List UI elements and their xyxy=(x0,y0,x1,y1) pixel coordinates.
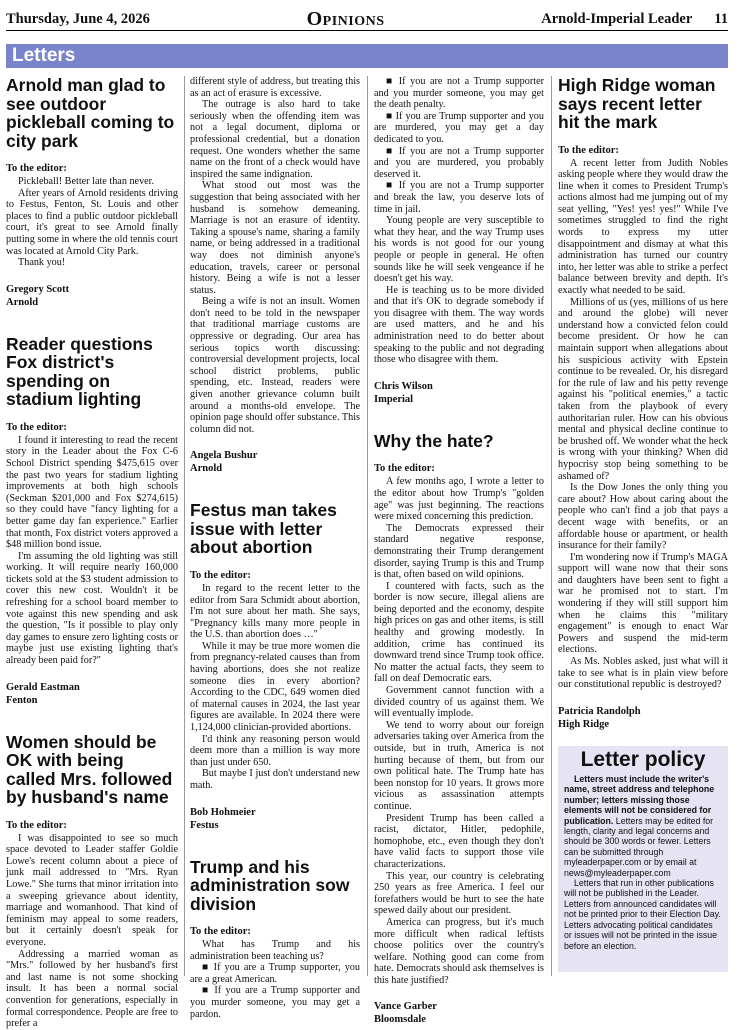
paragraph: This year, our country is celebrating 250 years as free America. I feel our forefathers would be hurt to see the hate spewed daily about our president. xyxy=(374,870,544,917)
salutation: To the editor: xyxy=(6,421,67,433)
signature-town: Arnold xyxy=(190,463,223,475)
paragraph: ■ If you are a Trump supporter, you are a great American. xyxy=(190,962,360,985)
paragraph: Addressing a married woman as "Mrs." followed by her husband's first and last name is not some shocking insult. It has been a normal social convention for generations, especially in formal correspondence. People are free to prefer a xyxy=(6,948,178,1030)
signature xyxy=(190,449,360,475)
paragraph: A few months ago, I wrote a letter to the editor about how Trump's "golden age" was just beginning. The reactions were mixed concerning this prediction. xyxy=(374,476,544,523)
paragraph: He is teaching us to be more divided and that it's OK to degrade somebody if you disagree with them. The way words are used matters, and he and his administration need to do better about speaking to the public and not degrading those who disagree with them. xyxy=(374,284,544,366)
signature-name: Chris Wilson xyxy=(374,380,433,392)
letter-headline: Women should be OK with being called Mrs. followed by husband's name xyxy=(6,731,173,808)
paragraph: In regard to the recent letter to the editor from Sara Schmidt about abortion, I'm not sure about her math. She says, "Pregnancy kills many more people in the U.S. than abortion does …" xyxy=(190,582,360,641)
paragraph: A recent letter from Judith Nobles asking people where they would draw the line when it comes to President Trump's actions almost had me jumping out of my seat yelling, "Yes! yes! yes!" While I've sometimes struggled to find the right words to express my utter disappointment and dismay at what this administration has turned our country into, her letter was able to strike a perfect balance between brevity and depth. It's exactly what needed to be said. xyxy=(558,157,728,297)
signature xyxy=(190,806,360,832)
paragraph: ■ If you are Trump supporter and you are murdered, you may get a day dedicated to you. xyxy=(374,110,544,145)
signature-town: Bloomsdale xyxy=(374,1014,426,1026)
letter-headline: Arnold man glad to see outdoor pickleball coming to city park xyxy=(6,75,175,151)
policy-paragraph: Letters that run in other publications will not be published in the Leader. Letters from announced candidates will not be printed prior to their Election Day. Letters advocating political candidates or issues will not be printed in the issue before an election. xyxy=(564,878,721,951)
policy-paragraph xyxy=(558,774,728,878)
paragraph: Thank you! xyxy=(18,257,66,269)
letter-headline: Reader questions Fox district's spending on stadium lighting xyxy=(6,333,153,410)
policy-title: Letter policy xyxy=(580,748,706,771)
paragraph: Government cannot function with a divided country of us against them. We will eventually implode. xyxy=(374,685,544,720)
policy-requirements: Letters must include the writer's name, street address and telephone number; letters missing those elements will not be considered for publication. xyxy=(564,774,715,826)
paragraph: different style of address, but treating this as an act of erasure is excessive. xyxy=(190,76,360,99)
paragraph: While it may be true more women die from pregnancy-related causes than from having abortions, does she not realize someone dies in every abortion? According to the CDC, 649 women died of maternal causes in 2024, the last year figures are available. In 2024 there were 1,124,000 clinician-provided abortions. xyxy=(190,640,360,734)
paragraph: America can progress, but it's much more difficult when radical leftists choose politics over the country's welfare. Nothing good can come from hate. Democrats should ask themselves is this hate justified? xyxy=(374,916,544,986)
policy-submission-info: Letters may be edited for length, clarity and legal concerns and should be 300 words or fewer. Letters can be submitted through myleaderpaper.com or by email at news@myleaderpaper.com xyxy=(564,815,714,878)
paragraph: I was disappointed to see so much space devoted to Leader staffer Goldie Lowe's recent column about a piece of junk mail addressed to "Mrs. Ryan Lowe." She turns that minor irritation into a sweeping grievance about identity, marriage and womanhood. That kind of feminism may appeal to some readers, but it certainly doesn't speak for everyone. xyxy=(6,832,178,948)
paragraph: But maybe I just don't understand new math. xyxy=(190,768,360,791)
column-3 xyxy=(374,76,544,1026)
signature-name: Vance Garber xyxy=(374,1001,437,1013)
section-title: Opinions xyxy=(306,7,385,30)
page-number: 11 xyxy=(714,10,728,27)
letter-policy-box xyxy=(558,746,728,972)
salutation: To the editor: xyxy=(6,163,67,174)
paragraph: After years of Arnold residents driving to Festus, Fenton, St. Louis and other places to find a public outdoor pickleball court, it's great to see Arnold finally putting some in where the old tennis court was located at Arnold City Park. xyxy=(6,187,178,257)
signature-name: Angela Bushur xyxy=(190,450,258,462)
paragraph: What stood out most was the suggestion that being associated with her husband is somehow demeaning. Marriage is not an erasure of identity. Taking a spouse's name, sharing a family name, or being addressed in a traditional way does not diminish anyone's education, travels, career or personal history. Being a wife is not a lesser status. xyxy=(190,180,360,296)
paragraph: ■ If you are not a Trump supporter and you murder someone, you may get the death penalty. xyxy=(374,76,544,111)
paragraph: Is the Dow Jones the only thing you care about? How about caring about the people who can't find a job that pays a decent wage with benefits, or an affordable house or apartment, or health insurance for their family? xyxy=(558,482,728,552)
signature xyxy=(6,681,178,707)
signature xyxy=(558,705,728,731)
letter-headline: High Ridge woman says recent letter hit the mark xyxy=(558,75,716,132)
paragraph: Young people are very susceptible to what they hear, and the way Trump uses his words is not good for our young people or people in general. He often sounds like he will seek vengeance if he doesn't get his way. xyxy=(374,215,544,285)
signature-name: Bob Hohmeier xyxy=(190,806,256,818)
paragraph: I countered with facts, such as the border is now secure, illegal aliens are being deported and the economy, despite high prices on gas and other items, is still healthy and growing modestly. In addition, crime has continued its downward trend since Trump took office. No matter the actual facts, they seem to fall on deaf Democratic ears. xyxy=(374,580,544,685)
signature xyxy=(374,380,544,406)
salutation: To the editor: xyxy=(374,463,435,475)
column-4 xyxy=(558,76,728,731)
letter-headline: Why the hate? xyxy=(374,430,494,451)
signature xyxy=(374,1000,544,1026)
paragraph: What has Trump and his administration been teaching us? xyxy=(190,939,360,962)
paragraph: The outrage is also hard to take seriously when the offending item was not a legal document, diploma or professional credential, but a donation request. One wonders whether the same name on the front of a check would have inspired the same indignation. xyxy=(190,99,360,180)
salutation: To the editor: xyxy=(558,144,619,156)
column-2 xyxy=(190,76,360,1020)
signature-town: Festus xyxy=(190,819,219,831)
paragraph: The Democrats expressed their standard negative response, demonstrating their Trump derangement disorder, saying Trump is this and Trump is that, often based on wild opinions. xyxy=(374,522,544,581)
banner-label: Letters xyxy=(12,45,76,66)
paragraph: ■ If you are not a Trump supporter and you are murdered, you probably deserved it. xyxy=(374,145,544,180)
signature xyxy=(6,283,178,309)
paragraph: I'm assuming the old lighting was still working. It will require nearly 160,000 tickets sold at the $3 student admission to cover this new cost. Wouldn't it be refreshing for a school board member to vote against this new spending and ask the question, "Is it possible to play only day games to ensure zero lighting costs or maybe just use existing lighting that's already been paid for?" xyxy=(6,550,178,667)
paragraph: As Ms. Nobles asked, just what will it take to see what is in plain view before our constitutional republic is destroyed? xyxy=(558,656,728,691)
signature-name: Patricia Randolph xyxy=(558,705,641,717)
signature-town: Fenton xyxy=(6,694,38,706)
issue-date: Thursday, June 4, 2026 xyxy=(6,10,150,27)
letters-banner xyxy=(6,44,728,68)
masthead xyxy=(6,8,728,31)
signature-town: Imperial xyxy=(374,393,414,405)
paper-name: Arnold-Imperial Leader xyxy=(541,10,693,27)
salutation: To the editor: xyxy=(6,819,67,831)
signature-town: Arnold xyxy=(6,296,39,308)
column-rule xyxy=(551,76,552,976)
paper-info xyxy=(541,11,728,28)
signature-name: Gregory Scott xyxy=(6,283,70,295)
paragraph: I'm wondering now if Trump's MAGA support will wane now that their sons and daughters have been sent to fight a war he promised not to start. I'm wondering if they will still support him when he claims this "military engagement" is enough to enact War Powers and suspend the mid-term elections. xyxy=(558,551,728,656)
paragraph: ■ If you are a Trump supporter and you murder someone, you may get a pardon. xyxy=(190,985,360,1020)
salutation: To the editor: xyxy=(190,926,251,938)
paragraph: I'd think any reasoning person would deem more than a million is way more than just under 650. xyxy=(190,733,360,768)
signature-name: Gerald Eastman xyxy=(6,681,80,693)
paragraph: Being a wife is not an insult. Women don't need to be told in the newspaper that traditional marriage customs are oppressive or degrading. Our area has serious topics worth discussing: controversial development projects, local school district problems, public spending, etc. Instead, readers were given another grievance column built around a months-old envelope. The opinion page should offer substance. This column did not. xyxy=(190,296,360,435)
paragraph: I found it interesting to read the recent story in the Leader about the Fox C-6 School District spending $475,615 over the past two years for stadium lighting improvements at both high schools (Seckman $201,000 and Fox $274,615) so they could have "fancy lighting for a better game day fan experience." Earlier that month, Fox district voters approved a $48 million bond issue. xyxy=(6,434,178,551)
paragraph: President Trump has been called a racist, dictator, Hitler, pedophile, homophobe, etc., even though they don't have valid facts to support those vile characterizations. xyxy=(374,812,544,870)
column-rule xyxy=(184,76,185,976)
salutation: To the editor: xyxy=(190,569,251,581)
letter-headline: Trump and his administration sow division xyxy=(190,856,350,914)
paragraph: ■ If you are not a Trump supporter and break the law, you deserve lots of time in jail. xyxy=(374,180,544,215)
paragraph: Pickleball! Better late than never. xyxy=(18,176,155,187)
column-rule xyxy=(367,76,368,976)
paragraph: Millions of us (yes, millions of us here and around the globe) will never understand how a convicted felon could become president. Or how he can maintain support when allegations about his suspicious activity with Epstein continue to be revealed. Or, his disregard for the rule of law and his petty revenge against his "political enemies," a tactic taken from the playbook of every authoritarian ruler. How can his obvious mental and physical decline continue to be brushed off. We wonder what the heck is wrong with your thinking? When did hypocrisy stop being something to be ashamed of? xyxy=(558,296,728,482)
signature-town: High Ridge xyxy=(558,718,610,730)
column-1 xyxy=(6,76,178,1030)
paragraph: We tend to worry about our foreign adversaries taking over America from the outside, but in truth, America is not hurting because of them, but from our own political hate. The Trump hate has been nonstop for 10 years. It grows more vicious as assassination attempts continue. xyxy=(374,719,544,812)
letter-headline: Festus man takes issue with letter about abortion xyxy=(190,500,337,558)
